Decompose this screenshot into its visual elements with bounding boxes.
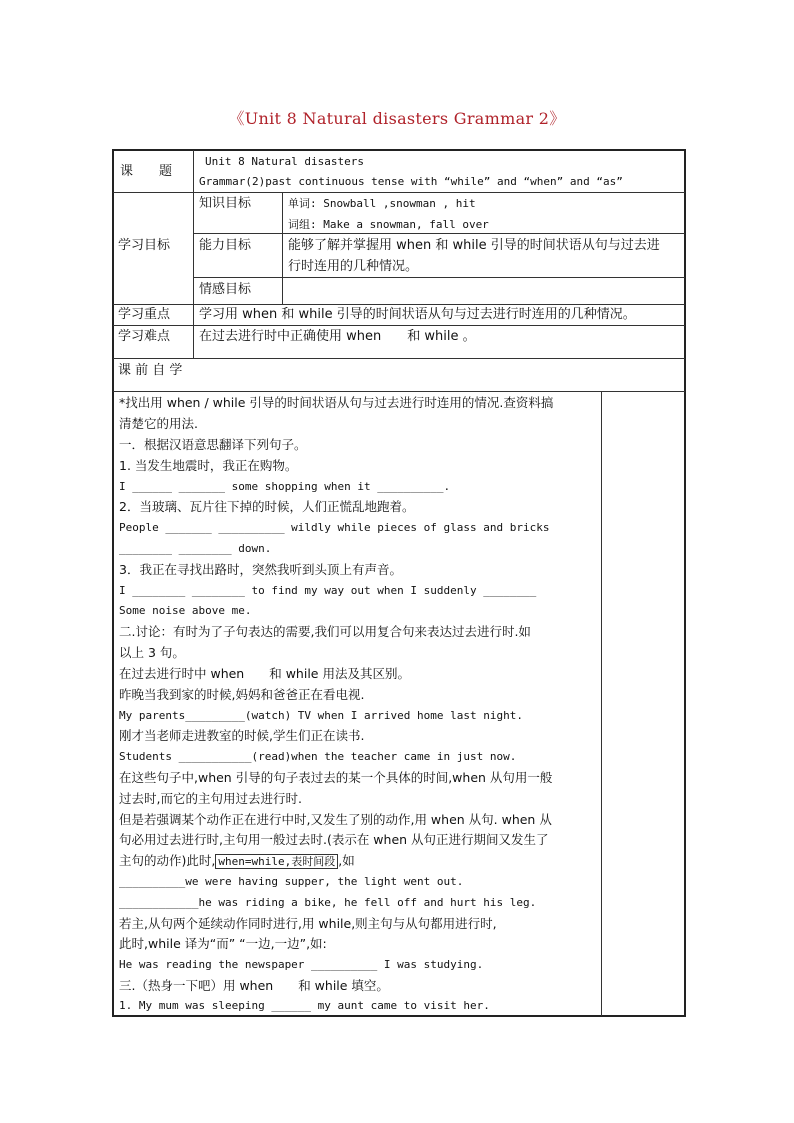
body-line-text: 主句的动作)此时,	[119, 853, 216, 868]
body-line: 在这些句子中,when 引导的句子表过去的某一个具体的时间,when 从句用一般	[119, 770, 553, 785]
body-line: *找出用 when / while 引导的时间状语从句与过去进行时连用的情况.查资料搞	[119, 395, 554, 410]
body-line: He was reading the newspaper __________ I was studying.	[119, 958, 484, 971]
knowledge-vocab: 单词: Snowball ,snowman , hit	[288, 197, 476, 210]
col-divider	[193, 150, 194, 358]
difficult-text: 在过去进行时中正确使用 when 和 while 。	[199, 329, 476, 344]
body-line: 1. My mum was sleeping ______ my aunt came to visit her.	[119, 999, 490, 1012]
col-divider	[601, 391, 602, 1016]
boxed-suffix: ,如	[338, 853, 355, 868]
body-line: 过去时,而它的主句用过去进行时.	[119, 791, 302, 806]
body-line: Students ___________(read)when the teacher came in just now.	[119, 750, 517, 763]
emotion-label: 情感目标	[199, 282, 252, 297]
body-line: 此时,while 译为“而” “一边,一边”,如:	[119, 936, 327, 951]
body-line: 3．我正在寻找出路时，突然我听到头顶上有声音。	[119, 562, 402, 577]
body-line: 若主,从句两个延续动作同时进行,用 while,则主句与从句都用进行时,	[119, 916, 497, 931]
key-text: 学习用 when 和 while 引导的时间状语从句与过去进行时连用的几种情况。	[199, 307, 636, 322]
goals-label: 学习目标	[118, 238, 171, 253]
page-title: 《Unit 8 Natural disasters Grammar 2》	[228, 109, 566, 128]
body-line: 一．根据汉语意思翻译下列句子。	[119, 437, 307, 452]
knowledge-phrases: 词组: Make a snowman, fall over	[288, 218, 489, 231]
difficult-label: 学习难点	[118, 329, 171, 344]
ability-line-2: 行时连用的几种情况。	[288, 259, 419, 274]
body-line: 以上 3 句。	[119, 645, 185, 660]
body-line: 1. 当发生地震时，我正在购物。	[119, 458, 298, 473]
body-line: People _______ __________ wildly while pieces of glass and bricks	[119, 521, 550, 534]
body-line: ____________he was riding a bike, he fell off and hurt his leg.	[119, 896, 537, 909]
ability-label: 能力目标	[199, 238, 252, 253]
body-line: 清楚它的用法.	[119, 416, 198, 431]
key-label: 学习重点	[118, 307, 171, 322]
knowledge-label: 知识目标	[199, 196, 252, 211]
row-divider	[113, 358, 685, 359]
topic-label: 课 题	[120, 164, 173, 179]
body-line: ________ ________ down.	[119, 542, 272, 555]
body-line: 2．当玻璃、瓦片往下掉的时候，人们正慌乱地跑着。	[119, 499, 415, 514]
body-line: __________we were having supper, the light went out.	[119, 875, 464, 888]
topic-line-2: Grammar(2)past continuous tense with “while” and “when” and “as”	[199, 175, 623, 188]
body-line: My parents_________(watch) TV when I arrived home last night.	[119, 709, 523, 722]
row-divider	[113, 391, 685, 392]
ability-line-1: 能够了解并掌握用 when 和 while 引导的时间状语从句与过去进	[288, 238, 660, 253]
body-line: 三.（热身一下吧）用 when 和 while 填空。	[119, 978, 389, 993]
body-line: 句必用过去进行时,主句用一般过去时.(表示在 when 从句正进行期间又发生了	[119, 832, 549, 847]
body-line: 在过去进行时中 when 和 while 用法及其区别。	[119, 666, 410, 681]
body-line: 但是若强调某个动作正在进行中时,又发生了别的动作,用 when 从句. when 从	[119, 812, 552, 827]
preview-label: 课 前 自 学	[118, 363, 183, 378]
topic-line-1: Unit 8 Natural disasters	[205, 155, 364, 168]
body-line: I ______ _______ some shopping when it __________.	[119, 480, 451, 493]
boxed-note: when=while,表时间段	[215, 854, 338, 869]
col-divider	[282, 192, 283, 304]
body-line: 二.讨论：有时为了子句表达的需要,我们可以用复合句来表达过去进行时.如	[119, 624, 531, 639]
body-line-with-note	[119, 851, 597, 872]
body-line: 刚才当老师走进教室的时候,学生们正在读书.	[119, 728, 365, 743]
knowledge-line-2	[288, 214, 489, 235]
row-divider	[193, 277, 685, 278]
knowledge-line-1	[288, 193, 476, 214]
body-line: 昨晚当我到家的时候,妈妈和爸爸正在看电视.	[119, 687, 365, 702]
body-line: Some noise above me.	[119, 604, 252, 617]
body-line: I ________ ________ to find my way out when I suddenly ________	[119, 584, 537, 597]
